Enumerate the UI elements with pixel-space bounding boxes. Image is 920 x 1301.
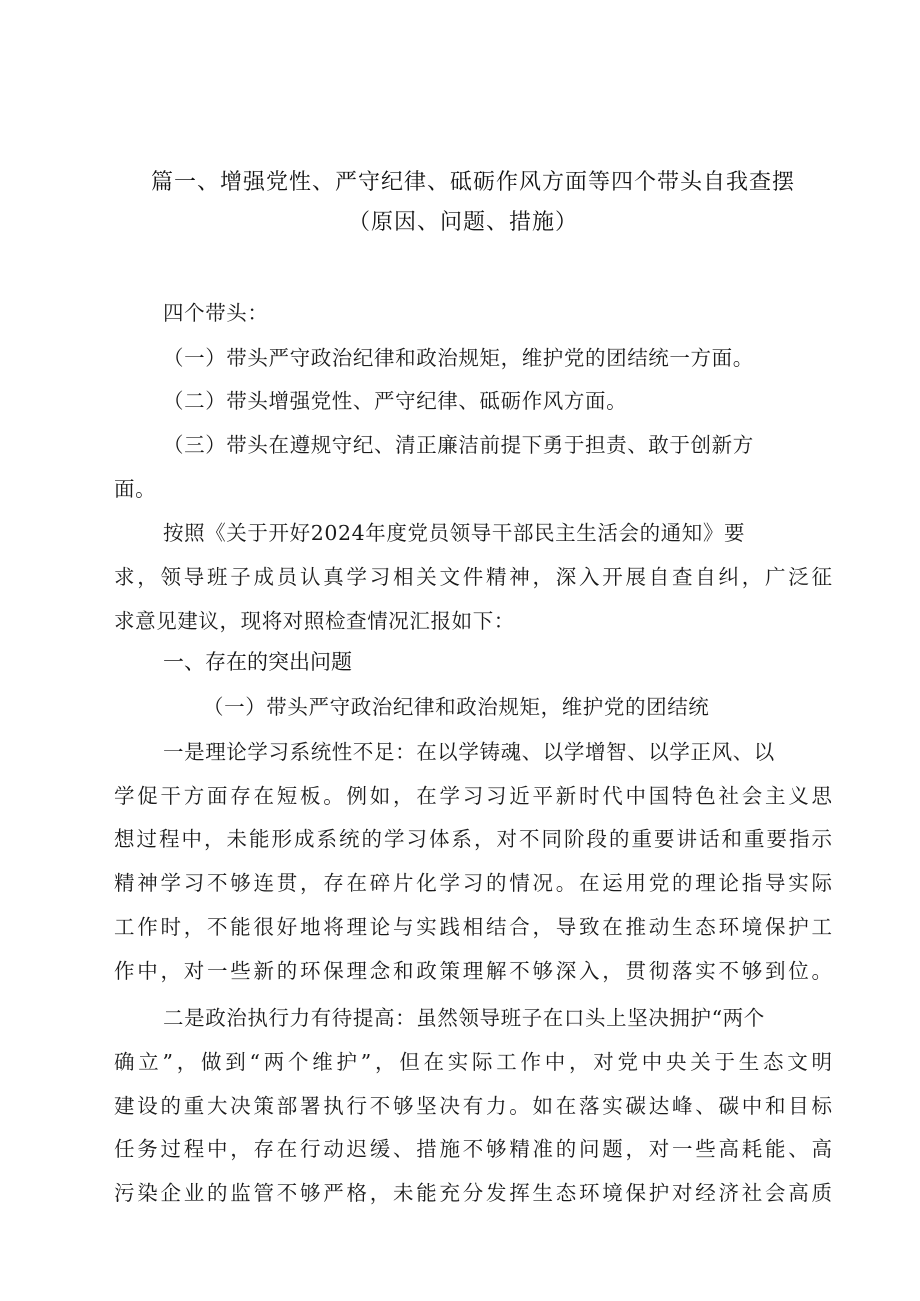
paragraph-3-line: 确立”，做到“两个维护”，但在实际工作中，对党中央关于生态文明 <box>114 1050 832 1074</box>
paragraph-2-line: 工作时，不能很好地将理论与实践相结合，导致在推动生态环境保护工 <box>114 915 832 939</box>
paragraph-2-line: 想过程中，未能形成系统的学习体系，对不同阶段的重要讲话和重要指示 <box>114 827 832 851</box>
paragraph-3-line: 任务过程中，存在行动迟缓、措施不够精准的问题，对一些高耗能、高 <box>114 1137 832 1161</box>
paragraph-1-line: 求，领导班子成员认真学习相关文件精神，深入开展自查自纠，广泛征 <box>114 565 832 589</box>
document-title-line2: （原因、问题、措施） <box>347 210 578 235</box>
subsection-heading-1: （一）带头严守政治纪律和政治规矩，维护党的团结统 <box>203 695 710 719</box>
paragraph-3-line: 二是政治执行力有待提高：虽然领导班子在口头上坚决拥护“两个 <box>163 1006 765 1030</box>
paragraph-1-line: 求意见建议，现将对照检查情况汇报如下： <box>114 609 515 633</box>
paragraph-2-line: 学促干方面存在短板。例如，在学习习近平新时代中国特色社会主义思 <box>114 784 832 808</box>
list-item-1: （一）带头严守政治纪律和政治规矩，维护党的团结统一方面。 <box>163 346 754 370</box>
document-title-line1: 篇一、增强党性、严守纪律、砥砺作风方面等四个带头自我查摆 <box>150 170 795 195</box>
paragraph-2-line: 精神学习不够连贯，存在碎片化学习的情况。在运用党的理论指导实际 <box>114 871 832 895</box>
paragraph-2-line: 作中，对一些新的环保理念和政策理解不够深入，贯彻落实不够到位。 <box>114 959 832 983</box>
paragraph-3-line: 建设的重大决策部署执行不够坚决有力。如在落实碳达峰、碳中和目标 <box>114 1094 832 1118</box>
section-heading-1: 一、存在的突出问题 <box>163 650 352 674</box>
paragraph-3-line: 污染企业的监管不够严格，未能充分发挥生态环境保护对经济社会高质 <box>114 1181 832 1205</box>
paragraph-2-line: 一是理论学习系统性不足：在以学铸魂、以学增智、以学正风、以 <box>163 740 775 764</box>
list-item-3-line2: 面。 <box>114 477 157 501</box>
intro-label: 四个带头： <box>163 301 269 325</box>
paragraph-1-line: 按照《关于开好2024年度党员领导干部民主生活会的通知》要 <box>163 521 746 545</box>
list-item-2: （二）带头增强党性、严守纪律、砥砺作风方面。 <box>163 389 628 413</box>
list-item-3-line1: （三）带头在遵规守纪、清正廉洁前提下勇于担责、敢于创新方 <box>163 433 754 457</box>
